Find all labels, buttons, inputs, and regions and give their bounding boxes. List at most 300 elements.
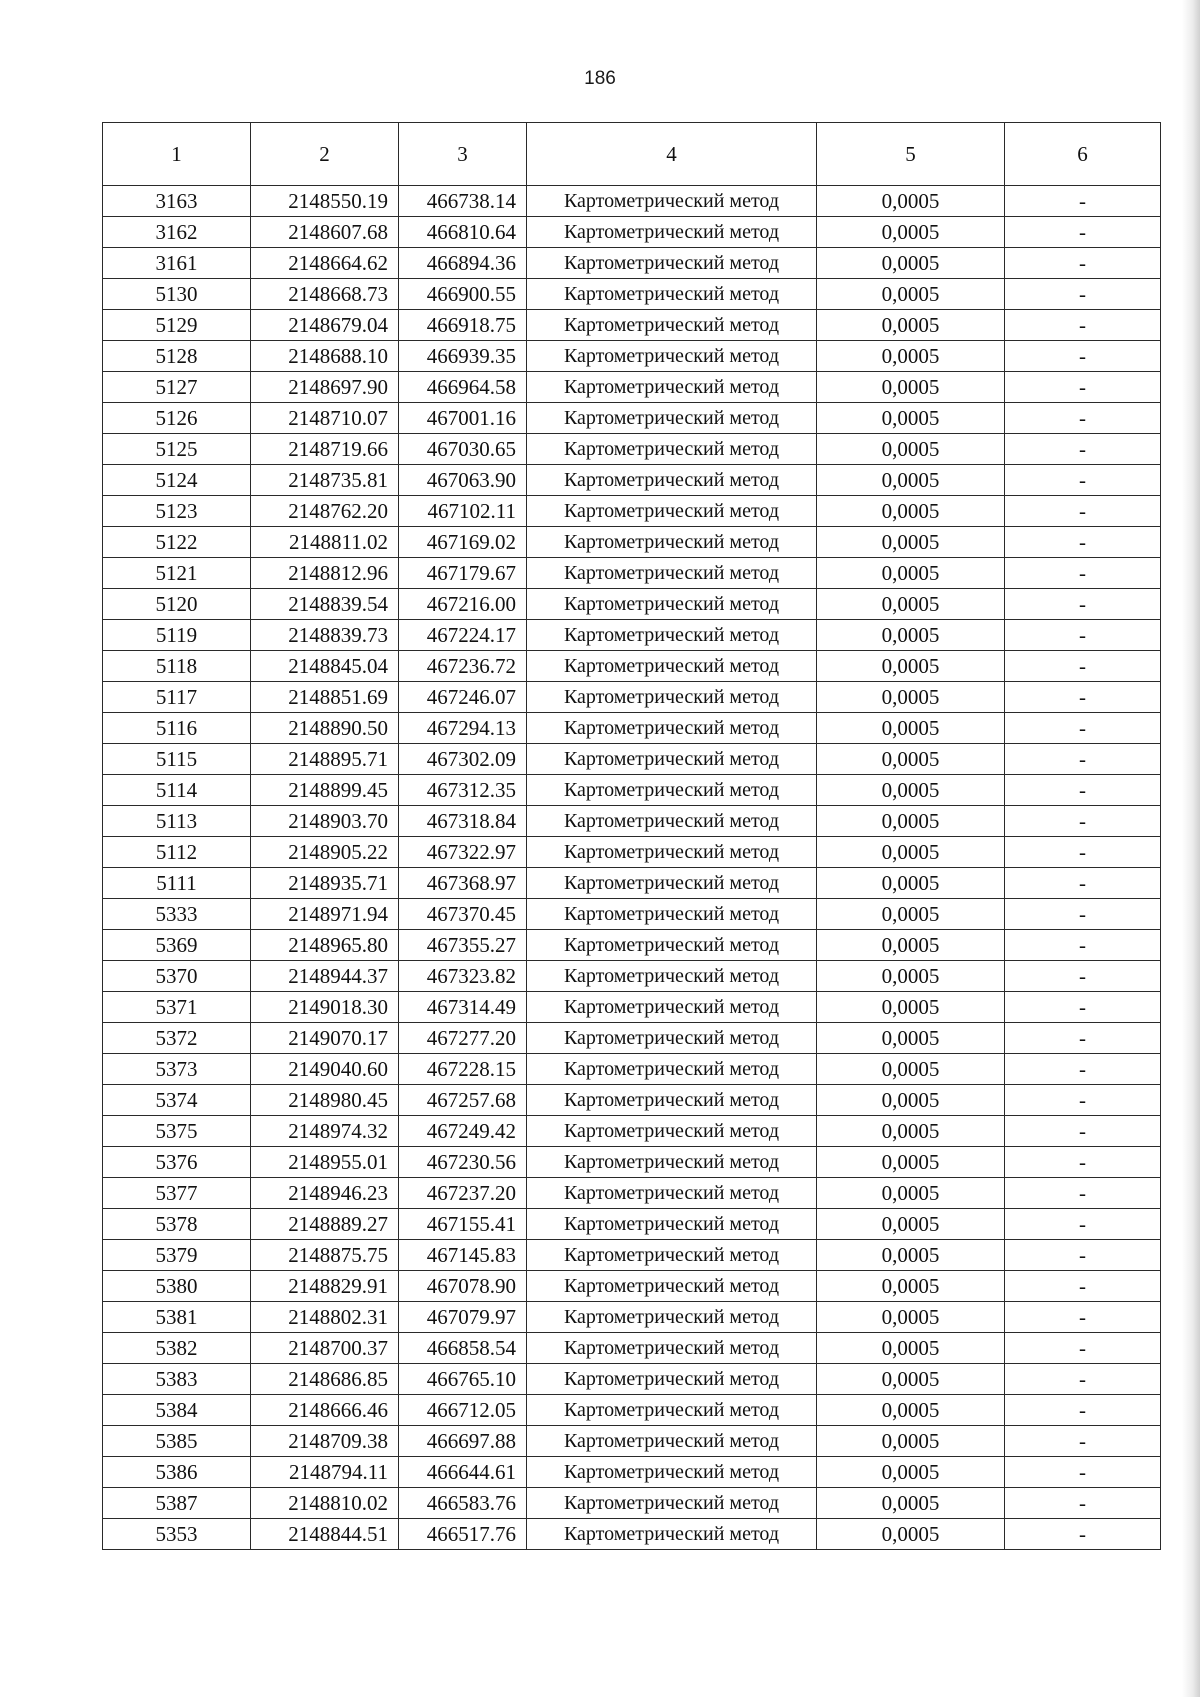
accuracy-cell: 0,0005 — [817, 713, 1005, 744]
method-cell: Картометрический метод — [527, 713, 817, 744]
point-number-cell: 5387 — [103, 1488, 251, 1519]
method-cell: Картометрический метод — [527, 961, 817, 992]
point-number-cell: 5129 — [103, 310, 251, 341]
method-cell: Картометрический метод — [527, 1488, 817, 1519]
note-cell: - — [1005, 186, 1161, 217]
x-coordinate-cell: 2148762.20 — [251, 496, 399, 527]
method-cell: Картометрический метод — [527, 837, 817, 868]
table-row — [103, 930, 1161, 961]
x-coordinate-cell: 2148844.51 — [251, 1519, 399, 1550]
point-number-cell: 5373 — [103, 1054, 251, 1085]
method-cell: Картометрический метод — [527, 589, 817, 620]
y-coordinate-cell: 467246.07 — [399, 682, 527, 713]
table-row — [103, 279, 1161, 310]
accuracy-cell: 0,0005 — [817, 186, 1005, 217]
method-cell: Картометрический метод — [527, 1271, 817, 1302]
point-number-cell: 5370 — [103, 961, 251, 992]
accuracy-cell: 0,0005 — [817, 744, 1005, 775]
table-row — [103, 1426, 1161, 1457]
note-cell: - — [1005, 1085, 1161, 1116]
table-row — [103, 217, 1161, 248]
point-number-cell: 5380 — [103, 1271, 251, 1302]
y-coordinate-cell: 467078.90 — [399, 1271, 527, 1302]
table-row — [103, 806, 1161, 837]
x-coordinate-cell: 2148905.22 — [251, 837, 399, 868]
accuracy-cell: 0,0005 — [817, 589, 1005, 620]
table-row — [103, 1395, 1161, 1426]
method-cell: Картометрический метод — [527, 651, 817, 682]
point-number-cell: 5128 — [103, 341, 251, 372]
y-coordinate-cell: 467155.41 — [399, 1209, 527, 1240]
x-coordinate-cell: 2148875.75 — [251, 1240, 399, 1271]
note-cell: - — [1005, 434, 1161, 465]
y-coordinate-cell: 467355.27 — [399, 930, 527, 961]
y-coordinate-cell: 467030.65 — [399, 434, 527, 465]
accuracy-cell: 0,0005 — [817, 651, 1005, 682]
y-coordinate-cell: 466738.14 — [399, 186, 527, 217]
point-number-cell: 5382 — [103, 1333, 251, 1364]
point-number-cell: 5121 — [103, 558, 251, 589]
method-cell: Картометрический метод — [527, 868, 817, 899]
header-row — [103, 123, 1161, 186]
note-cell: - — [1005, 899, 1161, 930]
table-row — [103, 1054, 1161, 1085]
method-cell: Картометрический метод — [527, 217, 817, 248]
method-cell: Картометрический метод — [527, 775, 817, 806]
y-coordinate-cell: 467216.00 — [399, 589, 527, 620]
y-coordinate-cell: 466900.55 — [399, 279, 527, 310]
y-coordinate-cell: 466517.76 — [399, 1519, 527, 1550]
accuracy-cell: 0,0005 — [817, 1240, 1005, 1271]
y-coordinate-cell: 467302.09 — [399, 744, 527, 775]
table-row — [103, 1302, 1161, 1333]
note-cell: - — [1005, 589, 1161, 620]
accuracy-cell: 0,0005 — [817, 558, 1005, 589]
header-cell: 2 — [251, 123, 399, 186]
header-cell: 1 — [103, 123, 251, 186]
table-row — [103, 434, 1161, 465]
x-coordinate-cell: 2148839.73 — [251, 620, 399, 651]
method-cell: Картометрический метод — [527, 496, 817, 527]
note-cell: - — [1005, 403, 1161, 434]
table-row — [103, 992, 1161, 1023]
point-number-cell: 5116 — [103, 713, 251, 744]
y-coordinate-cell: 466939.35 — [399, 341, 527, 372]
y-coordinate-cell: 467063.90 — [399, 465, 527, 496]
accuracy-cell: 0,0005 — [817, 1488, 1005, 1519]
method-cell: Картометрический метод — [527, 620, 817, 651]
y-coordinate-cell: 466918.75 — [399, 310, 527, 341]
table-row — [103, 1240, 1161, 1271]
table-row — [103, 341, 1161, 372]
table-row — [103, 1488, 1161, 1519]
table-row — [103, 682, 1161, 713]
y-coordinate-cell: 467001.16 — [399, 403, 527, 434]
x-coordinate-cell: 2148895.71 — [251, 744, 399, 775]
method-cell: Картометрический метод — [527, 465, 817, 496]
point-number-cell: 5378 — [103, 1209, 251, 1240]
table-row — [103, 372, 1161, 403]
method-cell: Картометрический метод — [527, 1426, 817, 1457]
accuracy-cell: 0,0005 — [817, 806, 1005, 837]
y-coordinate-cell: 466964.58 — [399, 372, 527, 403]
method-cell: Картометрический метод — [527, 434, 817, 465]
accuracy-cell: 0,0005 — [817, 1116, 1005, 1147]
x-coordinate-cell: 2148965.80 — [251, 930, 399, 961]
y-coordinate-cell: 466697.88 — [399, 1426, 527, 1457]
point-number-cell: 5369 — [103, 930, 251, 961]
y-coordinate-cell: 467145.83 — [399, 1240, 527, 1271]
accuracy-cell: 0,0005 — [817, 496, 1005, 527]
accuracy-cell: 0,0005 — [817, 465, 1005, 496]
accuracy-cell: 0,0005 — [817, 1023, 1005, 1054]
point-number-cell: 5124 — [103, 465, 251, 496]
coordinates-table — [102, 122, 1161, 1550]
method-cell: Картометрический метод — [527, 1147, 817, 1178]
table-row — [103, 961, 1161, 992]
table-row — [103, 713, 1161, 744]
note-cell: - — [1005, 372, 1161, 403]
accuracy-cell: 0,0005 — [817, 1147, 1005, 1178]
note-cell: - — [1005, 1240, 1161, 1271]
accuracy-cell: 0,0005 — [817, 961, 1005, 992]
x-coordinate-cell: 2149040.60 — [251, 1054, 399, 1085]
x-coordinate-cell: 2148980.45 — [251, 1085, 399, 1116]
accuracy-cell: 0,0005 — [817, 1271, 1005, 1302]
y-coordinate-cell: 467230.56 — [399, 1147, 527, 1178]
y-coordinate-cell: 466810.64 — [399, 217, 527, 248]
header-cell: 5 — [817, 123, 1005, 186]
y-coordinate-cell: 467228.15 — [399, 1054, 527, 1085]
accuracy-cell: 0,0005 — [817, 1178, 1005, 1209]
note-cell: - — [1005, 279, 1161, 310]
point-number-cell: 5112 — [103, 837, 251, 868]
table-row — [103, 899, 1161, 930]
x-coordinate-cell: 2148971.94 — [251, 899, 399, 930]
point-number-cell: 5377 — [103, 1178, 251, 1209]
accuracy-cell: 0,0005 — [817, 372, 1005, 403]
point-number-cell: 3162 — [103, 217, 251, 248]
method-cell: Картометрический метод — [527, 403, 817, 434]
table-header — [103, 123, 1161, 186]
table-row — [103, 1271, 1161, 1302]
note-cell: - — [1005, 1054, 1161, 1085]
x-coordinate-cell: 2148812.96 — [251, 558, 399, 589]
page-number: 186 — [584, 68, 616, 89]
method-cell: Картометрический метод — [527, 1302, 817, 1333]
y-coordinate-cell: 467257.68 — [399, 1085, 527, 1116]
x-coordinate-cell: 2148802.31 — [251, 1302, 399, 1333]
point-number-cell: 5130 — [103, 279, 251, 310]
y-coordinate-cell: 466894.36 — [399, 248, 527, 279]
table-row — [103, 248, 1161, 279]
y-coordinate-cell: 467224.17 — [399, 620, 527, 651]
note-cell: - — [1005, 310, 1161, 341]
table-row — [103, 186, 1161, 217]
x-coordinate-cell: 2148899.45 — [251, 775, 399, 806]
x-coordinate-cell: 2148794.11 — [251, 1457, 399, 1488]
point-number-cell: 5113 — [103, 806, 251, 837]
y-coordinate-cell: 467277.20 — [399, 1023, 527, 1054]
note-cell: - — [1005, 1116, 1161, 1147]
x-coordinate-cell: 2148935.71 — [251, 868, 399, 899]
y-coordinate-cell: 466765.10 — [399, 1364, 527, 1395]
method-cell: Картометрический метод — [527, 1364, 817, 1395]
point-number-cell: 5120 — [103, 589, 251, 620]
accuracy-cell: 0,0005 — [817, 1209, 1005, 1240]
accuracy-cell: 0,0005 — [817, 837, 1005, 868]
x-coordinate-cell: 2148829.91 — [251, 1271, 399, 1302]
x-coordinate-cell: 2148550.19 — [251, 186, 399, 217]
point-number-cell: 5125 — [103, 434, 251, 465]
note-cell: - — [1005, 868, 1161, 899]
note-cell: - — [1005, 806, 1161, 837]
y-coordinate-cell: 467102.11 — [399, 496, 527, 527]
accuracy-cell: 0,0005 — [817, 279, 1005, 310]
note-cell: - — [1005, 465, 1161, 496]
note-cell: - — [1005, 1333, 1161, 1364]
table-body — [103, 186, 1161, 1550]
note-cell: - — [1005, 1364, 1161, 1395]
note-cell: - — [1005, 1457, 1161, 1488]
note-cell: - — [1005, 1178, 1161, 1209]
point-number-cell: 5383 — [103, 1364, 251, 1395]
note-cell: - — [1005, 1488, 1161, 1519]
accuracy-cell: 0,0005 — [817, 899, 1005, 930]
table-row — [103, 837, 1161, 868]
accuracy-cell: 0,0005 — [817, 1085, 1005, 1116]
method-cell: Картометрический метод — [527, 1178, 817, 1209]
y-coordinate-cell: 467314.49 — [399, 992, 527, 1023]
header-cell: 3 — [399, 123, 527, 186]
method-cell: Картометрический метод — [527, 1333, 817, 1364]
table-row — [103, 651, 1161, 682]
y-coordinate-cell: 467294.13 — [399, 713, 527, 744]
header-cell: 6 — [1005, 123, 1161, 186]
note-cell: - — [1005, 651, 1161, 682]
accuracy-cell: 0,0005 — [817, 1302, 1005, 1333]
y-coordinate-cell: 467323.82 — [399, 961, 527, 992]
note-cell: - — [1005, 620, 1161, 651]
note-cell: - — [1005, 1426, 1161, 1457]
point-number-cell: 5372 — [103, 1023, 251, 1054]
method-cell: Картометрический метод — [527, 558, 817, 589]
point-number-cell: 5371 — [103, 992, 251, 1023]
point-number-cell: 5385 — [103, 1426, 251, 1457]
y-coordinate-cell: 467249.42 — [399, 1116, 527, 1147]
accuracy-cell: 0,0005 — [817, 1054, 1005, 1085]
note-cell: - — [1005, 527, 1161, 558]
x-coordinate-cell: 2148810.02 — [251, 1488, 399, 1519]
table-row — [103, 1178, 1161, 1209]
x-coordinate-cell: 2148955.01 — [251, 1147, 399, 1178]
x-coordinate-cell: 2148666.46 — [251, 1395, 399, 1426]
method-cell: Картометрический метод — [527, 806, 817, 837]
method-cell: Картометрический метод — [527, 1023, 817, 1054]
note-cell: - — [1005, 961, 1161, 992]
accuracy-cell: 0,0005 — [817, 248, 1005, 279]
x-coordinate-cell: 2148697.90 — [251, 372, 399, 403]
point-number-cell: 5117 — [103, 682, 251, 713]
accuracy-cell: 0,0005 — [817, 620, 1005, 651]
note-cell: - — [1005, 248, 1161, 279]
accuracy-cell: 0,0005 — [817, 1333, 1005, 1364]
note-cell: - — [1005, 992, 1161, 1023]
point-number-cell: 5118 — [103, 651, 251, 682]
note-cell: - — [1005, 713, 1161, 744]
note-cell: - — [1005, 1271, 1161, 1302]
method-cell: Картометрический метод — [527, 1209, 817, 1240]
accuracy-cell: 0,0005 — [817, 1457, 1005, 1488]
accuracy-cell: 0,0005 — [817, 682, 1005, 713]
method-cell: Картометрический метод — [527, 1240, 817, 1271]
point-number-cell: 3163 — [103, 186, 251, 217]
table-row — [103, 744, 1161, 775]
table-row — [103, 868, 1161, 899]
y-coordinate-cell: 467318.84 — [399, 806, 527, 837]
point-number-cell: 5353 — [103, 1519, 251, 1550]
x-coordinate-cell: 2148709.38 — [251, 1426, 399, 1457]
table-row — [103, 1116, 1161, 1147]
point-number-cell: 5386 — [103, 1457, 251, 1488]
x-coordinate-cell: 2148946.23 — [251, 1178, 399, 1209]
point-number-cell: 5114 — [103, 775, 251, 806]
accuracy-cell: 0,0005 — [817, 434, 1005, 465]
accuracy-cell: 0,0005 — [817, 1426, 1005, 1457]
point-number-cell: 5381 — [103, 1302, 251, 1333]
method-cell: Картометрический метод — [527, 1395, 817, 1426]
x-coordinate-cell: 2148719.66 — [251, 434, 399, 465]
method-cell: Картометрический метод — [527, 744, 817, 775]
method-cell: Картометрический метод — [527, 279, 817, 310]
point-number-cell: 5123 — [103, 496, 251, 527]
table-row — [103, 1209, 1161, 1240]
y-coordinate-cell: 467322.97 — [399, 837, 527, 868]
method-cell: Картометрический метод — [527, 186, 817, 217]
table-row — [103, 1333, 1161, 1364]
point-number-cell: 5111 — [103, 868, 251, 899]
x-coordinate-cell: 2148668.73 — [251, 279, 399, 310]
method-cell: Картометрический метод — [527, 1457, 817, 1488]
x-coordinate-cell: 2148839.54 — [251, 589, 399, 620]
point-number-cell: 5376 — [103, 1147, 251, 1178]
table-row — [103, 310, 1161, 341]
table-row — [103, 1519, 1161, 1550]
y-coordinate-cell: 467179.67 — [399, 558, 527, 589]
accuracy-cell: 0,0005 — [817, 217, 1005, 248]
point-number-cell: 5379 — [103, 1240, 251, 1271]
note-cell: - — [1005, 1023, 1161, 1054]
note-cell: - — [1005, 558, 1161, 589]
accuracy-cell: 0,0005 — [817, 341, 1005, 372]
point-number-cell: 5126 — [103, 403, 251, 434]
y-coordinate-cell: 467368.97 — [399, 868, 527, 899]
accuracy-cell: 0,0005 — [817, 992, 1005, 1023]
note-cell: - — [1005, 341, 1161, 372]
method-cell: Картометрический метод — [527, 1116, 817, 1147]
table-row — [103, 589, 1161, 620]
accuracy-cell: 0,0005 — [817, 310, 1005, 341]
x-coordinate-cell: 2148851.69 — [251, 682, 399, 713]
x-coordinate-cell: 2148890.50 — [251, 713, 399, 744]
x-coordinate-cell: 2148686.85 — [251, 1364, 399, 1395]
method-cell: Картометрический метод — [527, 310, 817, 341]
note-cell: - — [1005, 1302, 1161, 1333]
table-row — [103, 620, 1161, 651]
point-number-cell: 3161 — [103, 248, 251, 279]
x-coordinate-cell: 2148688.10 — [251, 341, 399, 372]
note-cell: - — [1005, 1147, 1161, 1178]
method-cell: Картометрический метод — [527, 527, 817, 558]
note-cell: - — [1005, 496, 1161, 527]
note-cell: - — [1005, 930, 1161, 961]
accuracy-cell: 0,0005 — [817, 1519, 1005, 1550]
method-cell: Картометрический метод — [527, 899, 817, 930]
x-coordinate-cell: 2148710.07 — [251, 403, 399, 434]
table-row — [103, 403, 1161, 434]
table-row — [103, 1085, 1161, 1116]
note-cell: - — [1005, 744, 1161, 775]
note-cell: - — [1005, 775, 1161, 806]
point-number-cell: 5374 — [103, 1085, 251, 1116]
accuracy-cell: 0,0005 — [817, 868, 1005, 899]
point-number-cell: 5119 — [103, 620, 251, 651]
method-cell: Картометрический метод — [527, 1085, 817, 1116]
y-coordinate-cell: 466583.76 — [399, 1488, 527, 1519]
accuracy-cell: 0,0005 — [817, 527, 1005, 558]
table-row — [103, 775, 1161, 806]
point-number-cell: 5384 — [103, 1395, 251, 1426]
accuracy-cell: 0,0005 — [817, 403, 1005, 434]
y-coordinate-cell: 467237.20 — [399, 1178, 527, 1209]
table-row — [103, 496, 1161, 527]
header-cell: 4 — [527, 123, 817, 186]
x-coordinate-cell: 2149018.30 — [251, 992, 399, 1023]
note-cell: - — [1005, 1519, 1161, 1550]
x-coordinate-cell: 2148811.02 — [251, 527, 399, 558]
method-cell: Картометрический метод — [527, 992, 817, 1023]
method-cell: Картометрический метод — [527, 1519, 817, 1550]
note-cell: - — [1005, 837, 1161, 868]
point-number-cell: 5333 — [103, 899, 251, 930]
y-coordinate-cell: 467236.72 — [399, 651, 527, 682]
table-row — [103, 1023, 1161, 1054]
method-cell: Картометрический метод — [527, 682, 817, 713]
table-row — [103, 1364, 1161, 1395]
note-cell: - — [1005, 1209, 1161, 1240]
y-coordinate-cell: 467370.45 — [399, 899, 527, 930]
accuracy-cell: 0,0005 — [817, 775, 1005, 806]
y-coordinate-cell: 467169.02 — [399, 527, 527, 558]
table-row — [103, 1147, 1161, 1178]
x-coordinate-cell: 2148735.81 — [251, 465, 399, 496]
x-coordinate-cell: 2148845.04 — [251, 651, 399, 682]
method-cell: Картометрический метод — [527, 372, 817, 403]
x-coordinate-cell: 2148664.62 — [251, 248, 399, 279]
note-cell: - — [1005, 217, 1161, 248]
x-coordinate-cell: 2148607.68 — [251, 217, 399, 248]
x-coordinate-cell: 2148889.27 — [251, 1209, 399, 1240]
x-coordinate-cell: 2148679.04 — [251, 310, 399, 341]
y-coordinate-cell: 466644.61 — [399, 1457, 527, 1488]
x-coordinate-cell: 2148944.37 — [251, 961, 399, 992]
point-number-cell: 5122 — [103, 527, 251, 558]
note-cell: - — [1005, 682, 1161, 713]
table-row — [103, 465, 1161, 496]
point-number-cell: 5115 — [103, 744, 251, 775]
point-number-cell: 5375 — [103, 1116, 251, 1147]
x-coordinate-cell: 2148700.37 — [251, 1333, 399, 1364]
